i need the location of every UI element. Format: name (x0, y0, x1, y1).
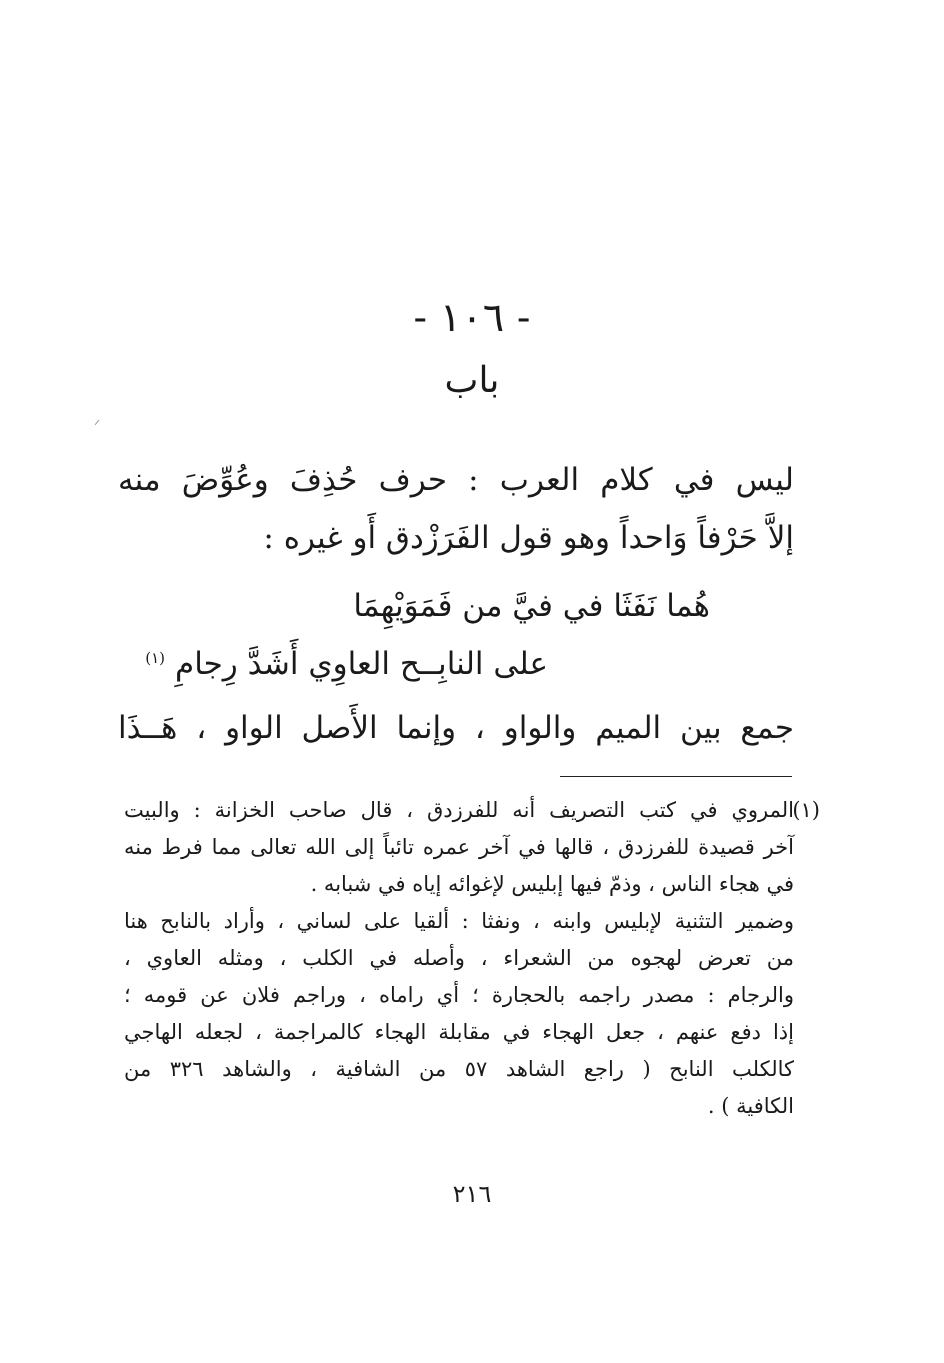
commentary-line: جمع بين الميم والواو ، وإنما الأَصل الواو ، هَــذَا (118, 710, 794, 746)
footnote-line: من تعرض لهجوه من الشعراء ، وأصله في الكلب ، ومثله العاوي ، (124, 946, 794, 970)
stray-ink-mark (95, 420, 100, 425)
verse-second-hemistich-text: على النابِــح العاوِي أَشَدَّ رِجامِ (175, 646, 548, 682)
intro-line-1: ليس في كلام العرب : حرف حُذِفَ وعُوِّضَ منه (118, 462, 794, 498)
footnote-line: آخر قصيدة للفرزدق ، قالها في آخر عمره تائباً إلى الله تعالى مما فرط منه (124, 835, 794, 859)
footnote-separator-rule (560, 776, 792, 777)
page-number: ٢١٦ (452, 1180, 492, 1208)
chapter-number: - ١٠٦ - (413, 295, 531, 341)
verse-second-hemistich (145, 646, 548, 682)
footnote-line: كالكلب النابح ( راجع الشاهد ٥٧ من الشافية ، والشاهد ٣٢٦ من (124, 1057, 794, 1081)
footnote-reference-marker: (١) (145, 648, 165, 667)
footnote-number: (١) (792, 798, 820, 822)
intro-line-2: إلاَّ حَرْفاً وَاحداً وهو قول الفَرَزْدق أَو غيره : (263, 520, 794, 556)
footnote-line: الكافية ) . (707, 1094, 794, 1118)
chapter-title: باب (444, 360, 500, 401)
footnote-line: إذا دفع عنهم ، جعل الهجاء في مقابلة الهجاء كالمراجمة ، لجعله الهاجي (124, 1020, 794, 1044)
footnote-line: المروي في كتب التصريف أنه للفرزدق ، قال صاحب الخزانة : والبيت (124, 798, 794, 822)
verse-first-hemistich: هُما نَفَثَا في فيَّ من فَمَوَيْهِمَا (353, 588, 710, 624)
footnote-line: والرجام : مصدر راجمه بالحجارة ؛ أي راماه ، وراجم فلان عن قومه ؛ (124, 983, 794, 1007)
footnote-line: وضمير التثنية لإبليس وابنه ، ونفثا : ألقيا على لساني ، وأراد بالنابح هنا (124, 909, 794, 933)
footnote-line: في هجاء الناس ، وذمّ فيها إبليس لإغوائه إياه في شبابه . (310, 872, 794, 896)
